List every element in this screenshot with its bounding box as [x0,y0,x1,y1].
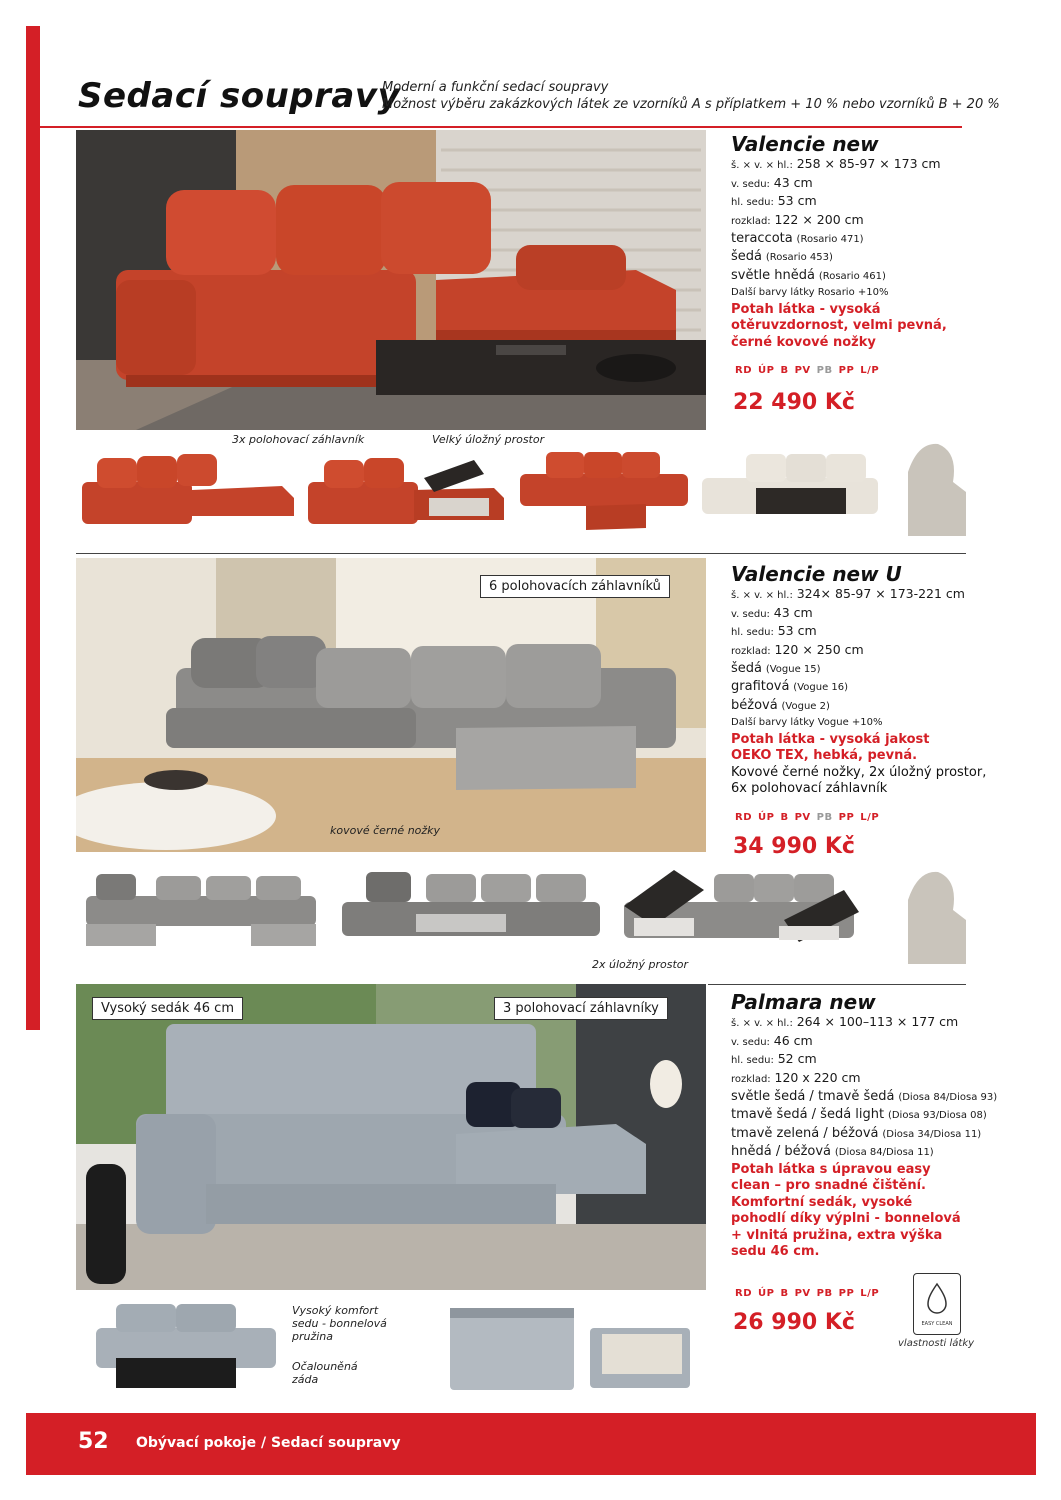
extra-colors-note: Další barvy látky Vogue +10% [731,717,883,729]
option-codes: RD ÚP B PV PB PP L/P [735,365,880,376]
spec-seat-height: v. sedu: 43 cm [731,604,813,620]
product-name: Valencie new U [731,562,902,586]
valencie-thumb-4 [696,448,886,536]
color-option: šedá (Vogue 15) [731,661,821,677]
product-price: 26 990 Kč [733,1310,855,1335]
valencie-thumb-3 [516,448,692,536]
valencie-u-thumb-3 [614,860,864,956]
spec-seat-height: v. sedu: 43 cm [731,174,813,190]
seat-height-callout: Vysoký sedák 46 cm [92,997,243,1020]
product-price: 22 490 Kč [733,390,855,415]
product-name: Valencie new [731,132,879,156]
color-option: hnědá / béžová (Diosa 84/Diosa 11) [731,1144,934,1160]
feature-caption: Vysoký komfort sedu - bonnelová pružina [292,1304,387,1343]
feature-caption: kovové černé nožky [330,824,441,837]
features-note: Kovové černé nožky, 2x úložný prostor, 6x polohovací záhlavník [731,764,987,797]
page-subtitle [382,79,1000,113]
fabric-properties-caption: vlastnosti látky [898,1338,975,1349]
spec-bed-size: rozklad: 122 × 200 cm [731,211,864,227]
valencie-thumb-2 [304,448,512,536]
upholstery-note: Potah látka - vysoká otěruvzdornost, velmi pevná, černé kovové nožky [731,301,947,350]
spec-bed-size: rozklad: 120 × 250 cm [731,641,864,657]
product-valencie-new-u [731,562,991,798]
valencie-u-thumb-4 [898,860,966,964]
easy-clean-icon [913,1273,961,1335]
color-option: tmavě zelená / béžová (Diosa 34/Diosa 11) [731,1125,982,1141]
color-option: světle hnědá (Rosario 461) [731,267,886,283]
header-divider [40,126,962,128]
feature-caption: Velký úložný prostor [432,433,545,446]
headrest-callout: 6 polohovacích záhlavníků [480,575,670,598]
palmara-thumb-3 [586,1298,696,1402]
headrest-callout: 3 polohovací záhlavníky [494,997,668,1020]
spec-seat-depth: hl. sedu: 53 cm [731,193,817,209]
subtitle-line-2: Možnost výběru zakázkových látek ze vzorníků A s příplatkem + 10 % nebo vzorníků B + 20 % [382,97,1000,112]
spec-dimensions: š. × v. × hl.: 258 × 85-97 × 173 cm [731,156,941,172]
valencie-u-main-photo [76,558,706,852]
subtitle-line-1: Moderní a funkční sedací soupravy [382,80,609,95]
color-option: šedá (Rosario 453) [731,249,833,265]
palmara-main-photo [76,984,706,1290]
color-option: grafitová (Vogue 16) [731,679,849,695]
feature-caption: 3x polohovací záhlavník [232,433,365,446]
spec-seat-height: v. sedu: 46 cm [731,1032,813,1048]
footer-section-title: Obývací pokoje / Sedací soupravy [136,1435,401,1451]
valencie-main-photo [76,130,706,430]
product-valencie-new [731,132,991,351]
spec-dimensions: š. × v. × hl.: 324× 85-97 × 173-221 cm [731,586,965,602]
option-codes: RD ÚP B PV PB PP L/P [735,812,880,823]
color-option: teraccota (Rosario 471) [731,231,864,247]
feature-caption: Očalouněná záda [292,1360,358,1386]
valencie-thumb-1 [72,448,300,536]
extra-colors-note: Další barvy látky Rosario +10% [731,287,889,299]
feature-caption: 2x úložný prostor [592,958,689,971]
option-codes: RD ÚP B PV PB PP L/P [735,1288,880,1299]
upholstery-note: Potah látka - vysoká jakost [731,731,930,747]
easy-clean-label: EASY CLEAN [921,1321,953,1327]
page-number: 52 [78,1429,109,1454]
palmara-thumb-1 [76,1298,290,1402]
product-palmara-new [731,990,998,1261]
page-title: Sedací soupravy [78,76,401,116]
product-name: Palmara new [731,990,876,1014]
section-divider [76,553,966,554]
palmara-thumb-2 [444,1298,578,1402]
color-option: světle šedá / tmavě šedá (Diosa 84/Diosa 93) [731,1089,998,1105]
spec-dimensions: š. × v. × hl.: 264 × 100–113 × 177 cm [731,1014,959,1030]
upholstery-note: Potah látka s úpravou easy clean – pro snadné čištění. Komfortní sedák, vysoké pohodlí díky výplni - bonnelová + vlnitá pružina, extra výška sedu 46 cm. [731,1161,961,1260]
left-accent-bar [26,26,40,1030]
color-option: tmavě šedá / šedá light (Diosa 93/Diosa 08) [731,1107,987,1123]
upholstery-note: OEKO TEX, hebká, pevná. [731,748,918,764]
spec-seat-depth: hl. sedu: 52 cm [731,1051,817,1067]
spec-bed-size: rozklad: 120 x 220 cm [731,1069,861,1085]
product-price: 34 990 Kč [733,834,855,859]
valencie-thumb-5 [898,432,966,536]
spec-seat-depth: hl. sedu: 53 cm [731,623,817,639]
color-option: béžová (Vogue 2) [731,697,830,713]
valencie-u-thumb-1 [76,866,328,956]
section-divider [708,984,966,985]
valencie-u-thumb-2 [336,866,606,956]
